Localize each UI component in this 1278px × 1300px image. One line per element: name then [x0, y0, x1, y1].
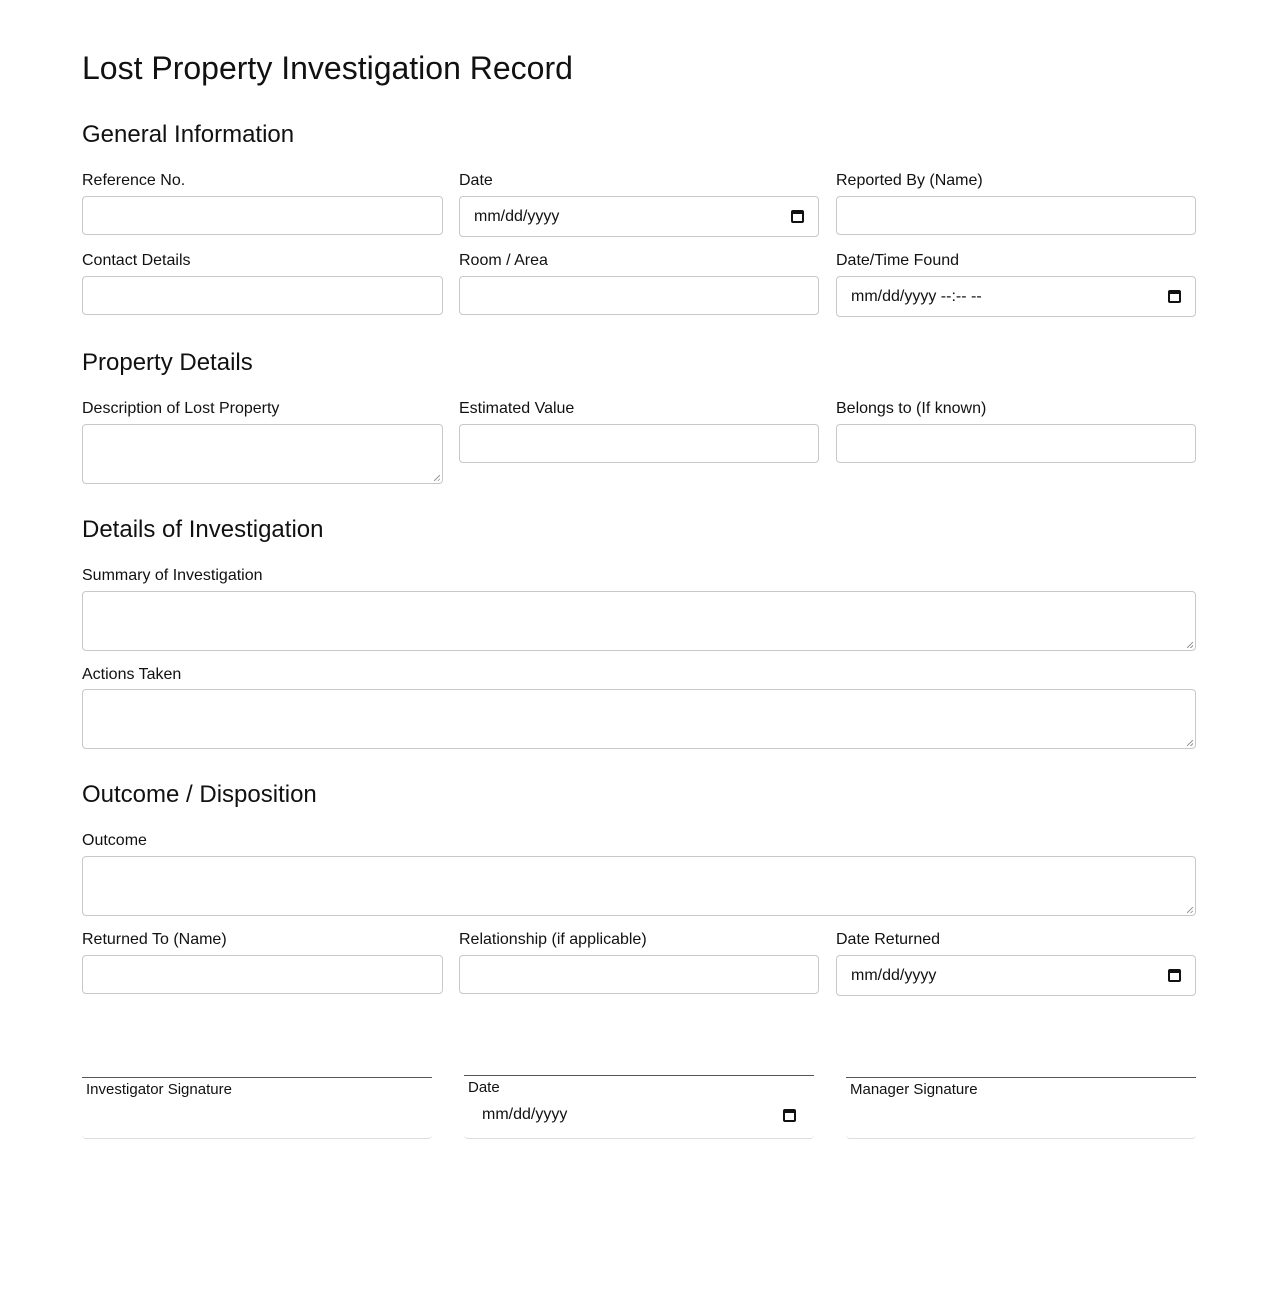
investigator-signature-field[interactable]	[82, 1077, 432, 1139]
contact-input[interactable]	[82, 276, 443, 315]
date-placeholder: mm/dd/yyyy	[474, 207, 560, 225]
description-label: Description of Lost Property	[82, 400, 280, 417]
outcome-textarea[interactable]	[82, 856, 1196, 916]
signature-date-label: Date	[468, 1079, 500, 1096]
date-placeholder: mm/dd/yyyy	[851, 966, 937, 984]
date-label: Date	[459, 172, 493, 189]
calendar-icon[interactable]	[1168, 290, 1181, 303]
relationship-input[interactable]	[459, 955, 819, 994]
section-property: Property Details	[82, 349, 253, 376]
datetime-found-input[interactable]	[836, 276, 1196, 317]
date-input[interactable]	[459, 196, 819, 237]
reference-input[interactable]	[82, 196, 443, 235]
returned-to-input[interactable]	[82, 955, 443, 994]
investigator-signature-label: Investigator Signature	[86, 1081, 232, 1098]
actions-label: Actions Taken	[82, 666, 182, 683]
section-outcome: Outcome / Disposition	[82, 781, 317, 808]
date-returned-input[interactable]	[836, 955, 1196, 996]
actions-textarea[interactable]	[82, 689, 1196, 749]
section-investigation: Details of Investigation	[82, 516, 324, 543]
room-input[interactable]	[459, 276, 819, 315]
manager-signature-label: Manager Signature	[850, 1081, 978, 1098]
section-general: General Information	[82, 121, 295, 148]
date-returned-label: Date Returned	[836, 931, 941, 948]
page-title: Lost Property Investigation Record	[82, 50, 573, 86]
description-textarea[interactable]	[82, 424, 443, 484]
room-label: Room / Area	[459, 252, 548, 269]
returned-to-label: Returned To (Name)	[82, 931, 227, 948]
date-placeholder: mm/dd/yyyy	[482, 1106, 568, 1123]
summary-textarea[interactable]	[82, 591, 1196, 651]
relationship-label: Relationship (if applicable)	[459, 931, 647, 948]
datetime-found-label: Date/Time Found	[836, 252, 960, 269]
contact-label: Contact Details	[82, 252, 191, 269]
calendar-icon[interactable]	[1168, 969, 1181, 982]
outcome-label: Outcome	[82, 832, 147, 849]
reference-label: Reference No.	[82, 172, 186, 189]
calendar-icon[interactable]	[791, 210, 804, 223]
datetime-placeholder: mm/dd/yyyy --:-- --	[851, 287, 982, 305]
summary-label: Summary of Investigation	[82, 567, 263, 584]
manager-signature-field[interactable]	[846, 1077, 1196, 1139]
value-label: Estimated Value	[459, 400, 575, 417]
belongs-label: Belongs to (If known)	[836, 400, 987, 417]
reported-by-label: Reported By (Name)	[836, 172, 983, 189]
value-input[interactable]	[459, 424, 819, 463]
reported-by-input[interactable]	[836, 196, 1196, 235]
calendar-icon[interactable]	[783, 1109, 796, 1122]
signature-date-field[interactable]	[464, 1075, 814, 1139]
belongs-input[interactable]	[836, 424, 1196, 463]
